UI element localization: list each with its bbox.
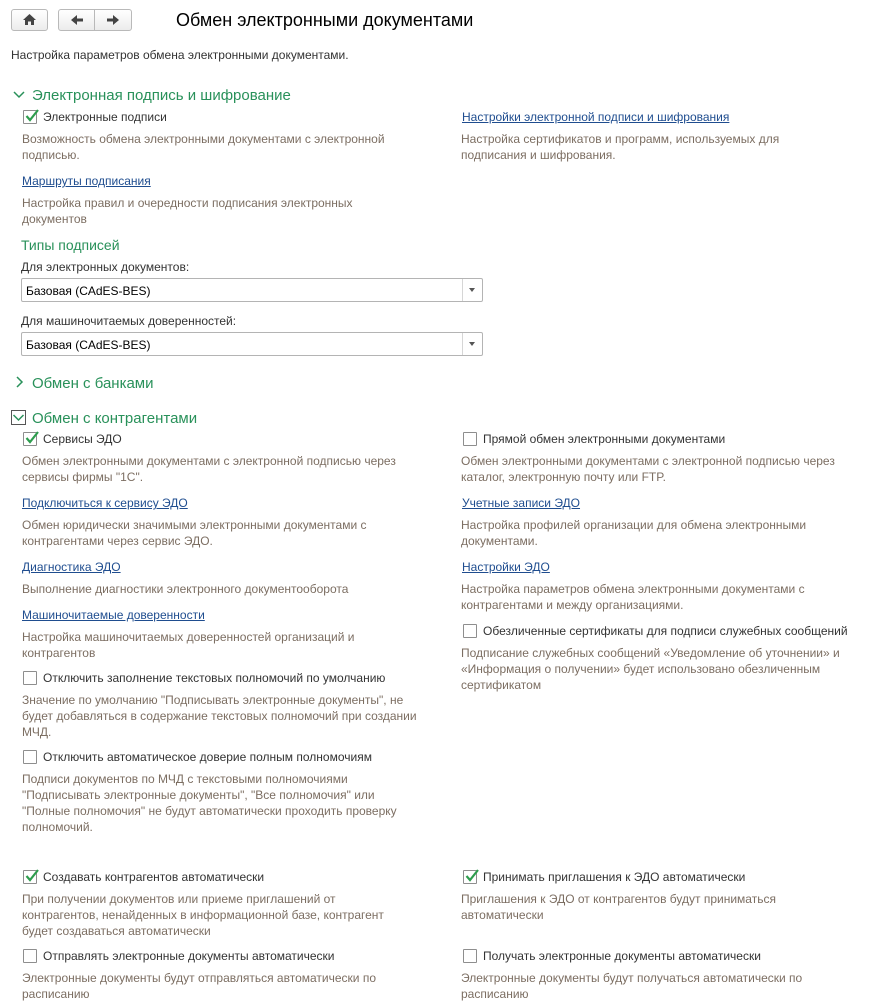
checkmark-icon bbox=[24, 108, 40, 124]
esig-checkbox-label[interactable]: Электронные подписи bbox=[43, 110, 167, 124]
anon-certs-label[interactable]: Обезличенные сертификаты для подписи служебных сообщений bbox=[483, 624, 848, 638]
section-banks-header[interactable] bbox=[32, 375, 154, 392]
disable-text-powers-label[interactable]: Отключить заполнение текстовых полномочий по умолчанию bbox=[43, 671, 386, 685]
page-title: Обмен электронными документами bbox=[176, 10, 474, 30]
disable-text-powers-description: Значение по умолчанию "Подписывать электронные документы", не будет добавляться в содержание текстовых полномочий при создании МЧД. bbox=[22, 693, 417, 739]
auto-receive-label[interactable]: Получать электронные документы автоматически bbox=[483, 949, 761, 963]
forward-button[interactable] bbox=[94, 9, 132, 31]
edo-settings-link[interactable]: Настройки ЭДО bbox=[462, 560, 550, 574]
mchd-signature-select[interactable] bbox=[21, 332, 483, 356]
chevron-down-icon bbox=[469, 342, 475, 346]
section-signature-title: Электронная подпись и шифрование bbox=[32, 87, 291, 104]
auto-receive-checkbox[interactable] bbox=[463, 949, 477, 963]
edo-accounts-description: Настройка профилей организации для обмена электронными документами. bbox=[461, 518, 807, 548]
auto-send-description: Электронные документы будут отправляться автоматически по расписанию bbox=[22, 971, 376, 1001]
section-banks-title: Обмен с банками bbox=[32, 375, 154, 392]
edo-services-description: Обмен электронными документами с электронной подписью через сервисы фирмы "1С". bbox=[22, 454, 396, 484]
home-button[interactable] bbox=[11, 9, 48, 31]
disable-auto-trust-label[interactable]: Отключить автоматическое доверие полным полномочиям bbox=[43, 750, 372, 764]
auto-create-label[interactable]: Создавать контрагентов автоматически bbox=[43, 870, 265, 884]
direct-exchange-description: Обмен электронными документами с электронной подписью через каталог, электронную почту или FTP. bbox=[461, 454, 835, 484]
signing-routes-link[interactable]: Маршруты подписания bbox=[22, 174, 151, 188]
section-counterparties-header[interactable] bbox=[32, 410, 197, 427]
checkmark-icon bbox=[464, 868, 480, 884]
edoc-signature-value: Базовая (CAdES-BES) bbox=[26, 284, 151, 298]
mchd-signature-label: Для машиночитаемых доверенностей: bbox=[21, 314, 237, 328]
edo-settings-description: Настройка параметров обмена электронными документами с контрагентами и между организациями. bbox=[461, 582, 805, 612]
edo-diagnostics-description: Выполнение диагностики электронного документооборота bbox=[22, 582, 349, 596]
arrow-right-icon bbox=[95, 10, 131, 30]
section-signature-header[interactable] bbox=[32, 87, 291, 104]
anon-certs-description: Подписание служебных сообщений «Уведомление об уточнении» и «Информация о получении» будет использовано обезличенным сертификатом bbox=[461, 646, 840, 692]
direct-exchange-label[interactable]: Прямой обмен электронными документами bbox=[483, 432, 726, 446]
esig-settings-link[interactable]: Настройки электронной подписи и шифрования bbox=[462, 110, 730, 124]
arrow-left-icon bbox=[59, 10, 94, 30]
edo-diagnostics-link[interactable]: Диагностика ЭДО bbox=[22, 560, 121, 574]
signing-routes-description: Настройка правил и очередности подписания электронных документов bbox=[22, 196, 353, 226]
chevron-down-icon bbox=[11, 410, 26, 425]
accept-invites-checkbox[interactable] bbox=[463, 870, 477, 884]
edo-accounts-link[interactable]: Учетные записи ЭДО bbox=[462, 496, 581, 510]
checkmark-icon bbox=[24, 430, 40, 446]
auto-create-checkbox[interactable] bbox=[23, 870, 37, 884]
disable-auto-trust-checkbox[interactable] bbox=[23, 750, 37, 764]
edoc-signature-label: Для электронных документов: bbox=[21, 260, 190, 274]
auto-send-checkbox[interactable] bbox=[23, 949, 37, 963]
connect-edo-link[interactable]: Подключиться к сервису ЭДО bbox=[22, 496, 188, 510]
disable-text-powers-checkbox[interactable] bbox=[23, 671, 37, 685]
home-icon bbox=[12, 10, 47, 30]
auto-receive-description: Электронные документы будут получаться автоматически по расписанию bbox=[461, 971, 803, 1001]
signature-types-title: Типы подписей bbox=[21, 237, 120, 253]
edo-services-checkbox[interactable] bbox=[23, 432, 37, 446]
section-counterparties-title: Обмен с контрагентами bbox=[32, 410, 198, 427]
checkmark-icon bbox=[24, 868, 40, 884]
chevron-down-icon bbox=[12, 86, 26, 102]
edoc-signature-select[interactable] bbox=[21, 278, 483, 302]
direct-exchange-checkbox[interactable] bbox=[463, 432, 477, 446]
accept-invites-description: Приглашения к ЭДО от контрагентов будут приниматься автоматически bbox=[461, 892, 776, 922]
chevron-down-icon bbox=[469, 288, 475, 292]
dropdown-button[interactable] bbox=[462, 333, 482, 355]
mchd-description: Настройка машиночитаемых доверенностей организаций и контрагентов bbox=[22, 630, 355, 660]
anon-certs-checkbox[interactable] bbox=[463, 624, 477, 638]
connect-edo-description: Обмен юридически значимыми электронными документами с контрагентами через сервис ЭДО. bbox=[22, 518, 367, 548]
disable-auto-trust-description: Подписи документов по МЧД с текстовыми полномочиями "Подписывать электронные документы", "Все полномочия" или "Полные полномочия" не будут автоматически проходить проверку полномочий. bbox=[22, 772, 397, 834]
esig-settings-description: Настройка сертификатов и программ, используемых для подписания и шифрования. bbox=[461, 132, 780, 162]
edo-services-label[interactable]: Сервисы ЭДО bbox=[43, 432, 122, 446]
chevron-right-icon bbox=[12, 374, 26, 390]
esig-description: Возможность обмена электронными документами с электронной подписью. bbox=[22, 132, 385, 162]
back-button[interactable] bbox=[58, 9, 95, 31]
page-subtitle: Настройка параметров обмена электронными документами. bbox=[11, 48, 349, 62]
auto-create-description: При получении документов или приеме приглашений от контрагентов, ненайденных в информационной базе, контрагент будет создаваться автоматически bbox=[22, 892, 384, 938]
accept-invites-label[interactable]: Принимать приглашения к ЭДО автоматически bbox=[483, 870, 746, 884]
mchd-signature-value: Базовая (CAdES-BES) bbox=[26, 338, 151, 352]
dropdown-button[interactable] bbox=[462, 279, 482, 301]
auto-send-label[interactable]: Отправлять электронные документы автоматически bbox=[43, 949, 335, 963]
esig-checkbox[interactable] bbox=[23, 110, 37, 124]
mchd-link[interactable]: Машиночитаемые доверенности bbox=[22, 608, 205, 622]
